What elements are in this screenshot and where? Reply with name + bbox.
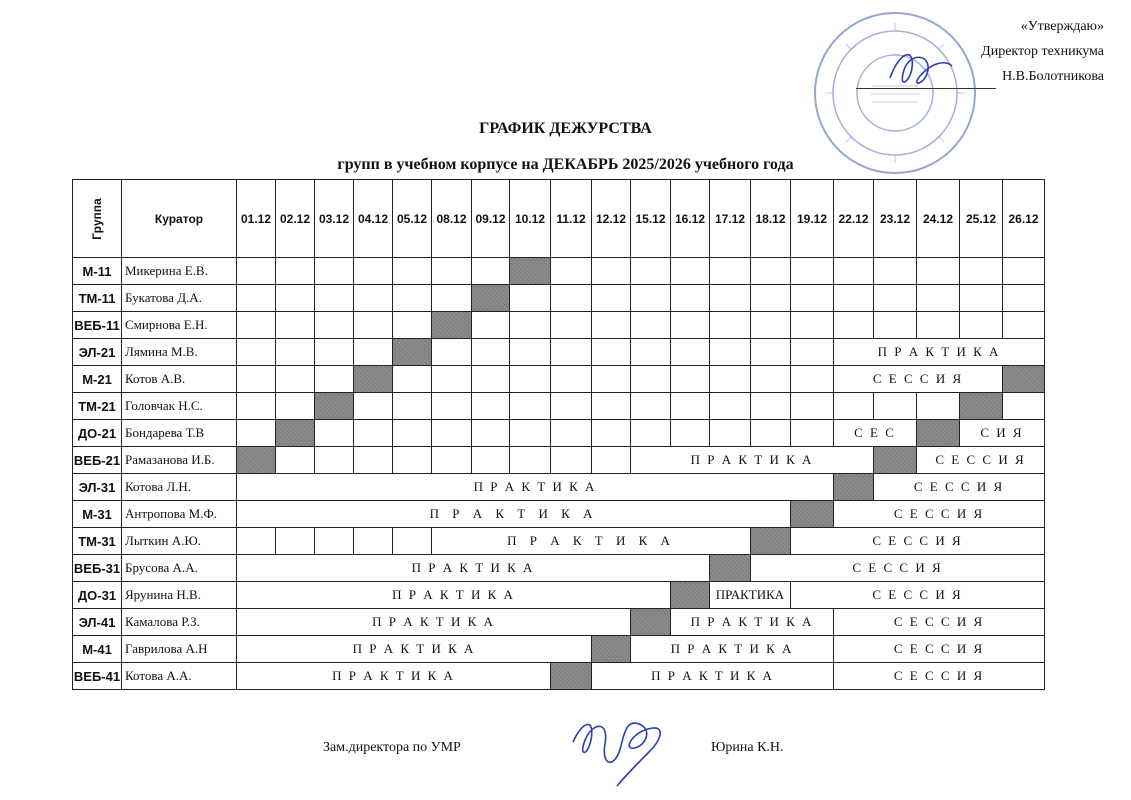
curator-cell: Бондарева Т.В — [122, 420, 237, 447]
empty-cell — [874, 312, 917, 339]
empty-cell — [354, 258, 393, 285]
empty-cell — [472, 339, 510, 366]
period-label-cell: П Р А К Т И К А — [592, 663, 834, 690]
curator-cell: Лыткин А.Ю. — [122, 528, 237, 555]
empty-cell — [237, 285, 276, 312]
group-cell: ТМ-11 — [73, 285, 122, 312]
deputy-signature — [565, 700, 675, 790]
duty-cell — [551, 663, 592, 690]
duty-cell — [710, 555, 751, 582]
empty-cell — [551, 366, 592, 393]
table-row — [73, 501, 1045, 528]
curator-cell: Гаврилова А.Н — [122, 636, 237, 663]
empty-cell — [432, 258, 472, 285]
table-row — [73, 636, 1045, 663]
header-curator: Куратор — [122, 180, 237, 258]
group-cell: М-21 — [73, 366, 122, 393]
empty-cell — [472, 366, 510, 393]
empty-cell — [631, 258, 671, 285]
empty-cell — [631, 285, 671, 312]
empty-cell — [751, 339, 791, 366]
header-date: 15.12 — [631, 180, 671, 258]
duty-cell — [671, 582, 710, 609]
empty-cell — [432, 447, 472, 474]
duty-cell — [751, 528, 791, 555]
empty-cell — [472, 258, 510, 285]
empty-cell — [631, 366, 671, 393]
table-row — [73, 420, 1045, 447]
footer-name: Юрина К.Н. — [711, 740, 784, 755]
group-cell: М-11 — [73, 258, 122, 285]
table-header-row — [73, 180, 1045, 258]
group-cell: М-31 — [73, 501, 122, 528]
header-date: 10.12 — [510, 180, 551, 258]
empty-cell — [432, 285, 472, 312]
table-row — [73, 582, 1045, 609]
period-label-cell: П Р А К Т И К А — [631, 447, 874, 474]
empty-cell — [315, 528, 354, 555]
empty-cell — [510, 312, 551, 339]
period-label-cell: С Е С С И Я — [834, 366, 1003, 393]
empty-cell — [710, 366, 751, 393]
curator-cell: Камалова Р.З. — [122, 609, 237, 636]
header-date: 18.12 — [751, 180, 791, 258]
empty-cell — [510, 393, 551, 420]
approval-position: Директор техникума — [981, 44, 1104, 59]
empty-cell — [354, 447, 393, 474]
empty-cell — [960, 258, 1003, 285]
group-cell: ВЕБ-11 — [73, 312, 122, 339]
empty-cell — [791, 420, 834, 447]
empty-cell — [237, 528, 276, 555]
empty-cell — [834, 258, 874, 285]
empty-cell — [354, 420, 393, 447]
empty-cell — [751, 258, 791, 285]
empty-cell — [631, 393, 671, 420]
table-row — [73, 393, 1045, 420]
footer-position: Зам.директора по УМР — [323, 740, 461, 755]
duty-cell — [510, 258, 551, 285]
empty-cell — [237, 258, 276, 285]
duty-cell — [432, 312, 472, 339]
empty-cell — [917, 258, 960, 285]
group-cell: ТМ-31 — [73, 528, 122, 555]
empty-cell — [631, 420, 671, 447]
empty-cell — [315, 339, 354, 366]
empty-cell — [472, 447, 510, 474]
period-label-cell: С Е С С И Я — [834, 501, 1045, 528]
empty-cell — [791, 393, 834, 420]
duty-cell — [834, 474, 874, 501]
empty-cell — [592, 420, 631, 447]
empty-cell — [315, 258, 354, 285]
curator-cell: Букатова Д.А. — [122, 285, 237, 312]
empty-cell — [710, 285, 751, 312]
empty-cell — [315, 447, 354, 474]
period-label-cell: С Е С С И Я — [791, 528, 1045, 555]
group-cell: ДО-31 — [73, 582, 122, 609]
group-cell: ЭЛ-31 — [73, 474, 122, 501]
duty-cell — [1003, 366, 1045, 393]
duty-cell — [592, 636, 631, 663]
period-label-cell: С Е С С И Я — [917, 447, 1045, 474]
empty-cell — [393, 258, 432, 285]
header-date: 11.12 — [551, 180, 592, 258]
empty-cell — [393, 447, 432, 474]
header-date: 12.12 — [592, 180, 631, 258]
empty-cell — [592, 366, 631, 393]
empty-cell — [671, 339, 710, 366]
group-cell: М-41 — [73, 636, 122, 663]
group-cell: ДО-21 — [73, 420, 122, 447]
period-label-cell: С Е С С И Я — [834, 663, 1045, 690]
header-date: 05.12 — [393, 180, 432, 258]
empty-cell — [671, 312, 710, 339]
empty-cell — [551, 312, 592, 339]
curator-cell: Головчак Н.С. — [122, 393, 237, 420]
empty-cell — [592, 312, 631, 339]
empty-cell — [1003, 258, 1045, 285]
period-label-cell: С Е С С И Я — [834, 636, 1045, 663]
empty-cell — [751, 312, 791, 339]
curator-cell: Микерина Е.В. — [122, 258, 237, 285]
table-row — [73, 285, 1045, 312]
empty-cell — [510, 366, 551, 393]
empty-cell — [834, 285, 874, 312]
approval-block — [804, 14, 1104, 89]
period-label-cell: П Р А К Т И К А — [671, 609, 834, 636]
duty-cell — [393, 339, 432, 366]
empty-cell — [393, 420, 432, 447]
table-row — [73, 258, 1045, 285]
empty-cell — [551, 285, 592, 312]
empty-cell — [834, 393, 874, 420]
empty-cell — [917, 285, 960, 312]
duty-cell — [354, 366, 393, 393]
curator-cell: Антропова М.Ф. — [122, 501, 237, 528]
header-date: 02.12 — [276, 180, 315, 258]
empty-cell — [393, 393, 432, 420]
header-date: 01.12 — [237, 180, 276, 258]
period-label-cell: С И Я — [960, 420, 1045, 447]
empty-cell — [354, 393, 393, 420]
period-label-cell: ПРАКТИКА — [710, 582, 791, 609]
empty-cell — [710, 339, 751, 366]
empty-cell — [751, 366, 791, 393]
period-label-cell: П Р А К Т И К А — [631, 636, 834, 663]
empty-cell — [354, 528, 393, 555]
empty-cell — [276, 366, 315, 393]
group-cell: ЭЛ-21 — [73, 339, 122, 366]
curator-cell: Лямина М.В. — [122, 339, 237, 366]
duty-schedule-table — [72, 179, 1045, 690]
empty-cell — [791, 285, 834, 312]
empty-cell — [1003, 285, 1045, 312]
period-label-cell: П Р А К Т И К А — [237, 555, 710, 582]
empty-cell — [237, 339, 276, 366]
empty-cell — [315, 420, 354, 447]
page-subtitle: групп в учебном корпусе на ДЕКАБРЬ 2025/2026 учебного года — [337, 156, 794, 173]
empty-cell — [671, 285, 710, 312]
header-date: 23.12 — [874, 180, 917, 258]
empty-cell — [393, 285, 432, 312]
curator-cell: Рамазанова И.Б. — [122, 447, 237, 474]
empty-cell — [751, 420, 791, 447]
empty-cell — [237, 312, 276, 339]
empty-cell — [237, 366, 276, 393]
empty-cell — [671, 393, 710, 420]
header-date: 08.12 — [432, 180, 472, 258]
header-group — [73, 180, 122, 258]
group-cell: ВЕБ-31 — [73, 555, 122, 582]
empty-cell — [432, 366, 472, 393]
empty-cell — [710, 258, 751, 285]
empty-cell — [315, 312, 354, 339]
period-label-cell: С Е С — [834, 420, 917, 447]
header-date: 03.12 — [315, 180, 354, 258]
duty-cell — [917, 420, 960, 447]
empty-cell — [671, 258, 710, 285]
header-date: 16.12 — [671, 180, 710, 258]
empty-cell — [393, 312, 432, 339]
empty-cell — [354, 339, 393, 366]
empty-cell — [276, 528, 315, 555]
empty-cell — [791, 366, 834, 393]
empty-cell — [1003, 312, 1045, 339]
table-row — [73, 366, 1045, 393]
empty-cell — [592, 447, 631, 474]
empty-cell — [551, 258, 592, 285]
empty-cell — [551, 339, 592, 366]
empty-cell — [791, 339, 834, 366]
table-row — [73, 447, 1045, 474]
empty-cell — [315, 366, 354, 393]
curator-cell: Котова А.А. — [122, 663, 237, 690]
header-date: 04.12 — [354, 180, 393, 258]
curator-cell: Смирнова Е.Н. — [122, 312, 237, 339]
empty-cell — [592, 258, 631, 285]
duty-cell — [472, 285, 510, 312]
period-label-cell: П Р А К Т И К А — [237, 474, 834, 501]
period-label-cell: П Р А К Т И К А — [237, 636, 592, 663]
table-row — [73, 609, 1045, 636]
table-row — [73, 474, 1045, 501]
empty-cell — [710, 312, 751, 339]
period-label-cell: П Р А К Т И К А — [237, 663, 551, 690]
period-label-cell: С Е С С И Я — [751, 555, 1045, 582]
header-date: 09.12 — [472, 180, 510, 258]
curator-cell: Брусова А.А. — [122, 555, 237, 582]
empty-cell — [432, 420, 472, 447]
empty-cell — [874, 393, 917, 420]
period-label-cell: П Р А К Т И К А — [432, 528, 751, 555]
period-label-cell: С Е С С И Я — [874, 474, 1045, 501]
duty-cell — [960, 393, 1003, 420]
empty-cell — [276, 393, 315, 420]
empty-cell — [510, 285, 551, 312]
group-cell: ВЕБ-21 — [73, 447, 122, 474]
group-cell: ТМ-21 — [73, 393, 122, 420]
empty-cell — [960, 285, 1003, 312]
table-row — [73, 663, 1045, 690]
empty-cell — [551, 393, 592, 420]
empty-cell — [551, 447, 592, 474]
empty-cell — [551, 420, 592, 447]
empty-cell — [671, 420, 710, 447]
header-date: 25.12 — [960, 180, 1003, 258]
duty-cell — [276, 420, 315, 447]
empty-cell — [592, 285, 631, 312]
empty-cell — [592, 393, 631, 420]
empty-cell — [472, 312, 510, 339]
duty-cell — [631, 609, 671, 636]
empty-cell — [276, 285, 315, 312]
empty-cell — [276, 447, 315, 474]
page-title: ГРАФИК ДЕЖУРСТВА — [479, 120, 652, 137]
period-label-cell: П Р А К Т И К А — [237, 609, 631, 636]
empty-cell — [276, 258, 315, 285]
empty-cell — [671, 366, 710, 393]
empty-cell — [315, 285, 354, 312]
period-label-cell: П Р А К Т И К А — [237, 501, 791, 528]
signature-line — [856, 70, 996, 89]
empty-cell — [710, 393, 751, 420]
empty-cell — [237, 393, 276, 420]
empty-cell — [834, 312, 874, 339]
empty-cell — [510, 339, 551, 366]
curator-cell: Котова Л.Н. — [122, 474, 237, 501]
empty-cell — [631, 312, 671, 339]
empty-cell — [791, 312, 834, 339]
empty-cell — [472, 420, 510, 447]
empty-cell — [393, 528, 432, 555]
header-date: 24.12 — [917, 180, 960, 258]
period-label-cell: С Е С С И Я — [834, 609, 1045, 636]
empty-cell — [917, 393, 960, 420]
period-label-cell: П Р А К Т И К А — [834, 339, 1045, 366]
empty-cell — [354, 285, 393, 312]
group-cell: ВЕБ-41 — [73, 663, 122, 690]
empty-cell — [432, 339, 472, 366]
header-date: 22.12 — [834, 180, 874, 258]
empty-cell — [917, 312, 960, 339]
header-group-label: Группа — [90, 197, 104, 240]
approval-name: Н.В.Болотникова — [1002, 69, 1104, 84]
empty-cell — [960, 312, 1003, 339]
header-date: 17.12 — [710, 180, 751, 258]
empty-cell — [751, 285, 791, 312]
empty-cell — [751, 393, 791, 420]
empty-cell — [631, 339, 671, 366]
table-row — [73, 312, 1045, 339]
empty-cell — [874, 258, 917, 285]
header-date: 19.12 — [791, 180, 834, 258]
empty-cell — [276, 312, 315, 339]
curator-cell: Ярунина Н.В. — [122, 582, 237, 609]
group-cell: ЭЛ-41 — [73, 609, 122, 636]
empty-cell — [592, 339, 631, 366]
empty-cell — [510, 420, 551, 447]
duty-cell — [237, 447, 276, 474]
empty-cell — [791, 258, 834, 285]
empty-cell — [472, 393, 510, 420]
duty-cell — [874, 447, 917, 474]
duty-cell — [791, 501, 834, 528]
empty-cell — [237, 420, 276, 447]
period-label-cell: П Р А К Т И К А — [237, 582, 671, 609]
empty-cell — [874, 285, 917, 312]
empty-cell — [1003, 393, 1045, 420]
period-label-cell: С Е С С И Я — [791, 582, 1045, 609]
empty-cell — [432, 393, 472, 420]
empty-cell — [354, 312, 393, 339]
duty-cell — [315, 393, 354, 420]
empty-cell — [510, 447, 551, 474]
empty-cell — [710, 420, 751, 447]
empty-cell — [276, 339, 315, 366]
empty-cell — [393, 366, 432, 393]
table-row — [73, 339, 1045, 366]
curator-cell: Котов А.В. — [122, 366, 237, 393]
table-row — [73, 528, 1045, 555]
approval-heading: «Утверждаю» — [1020, 19, 1104, 34]
table-row — [73, 555, 1045, 582]
header-date: 26.12 — [1003, 180, 1045, 258]
